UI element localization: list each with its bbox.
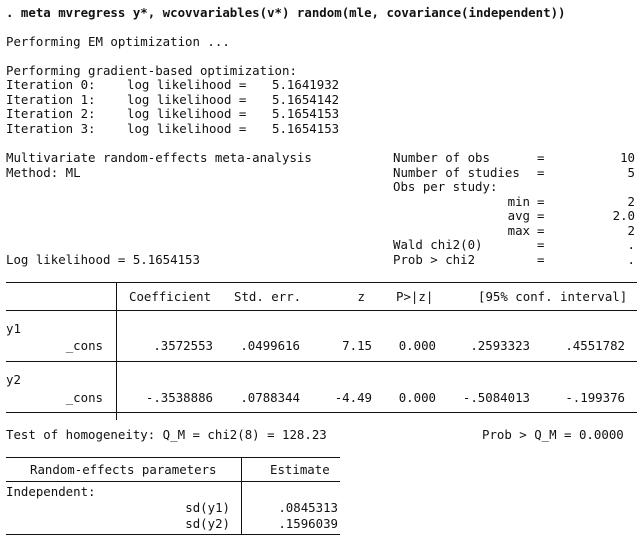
stat-label: Obs per study: [393, 179, 498, 194]
command-line: . meta mvregress y*, wcovvariables(v*) random(mle, covariance(independent)) [6, 5, 566, 20]
ci-upper-value: -.199376 [565, 390, 625, 405]
p-value: 0.000 [398, 390, 436, 405]
log-likelihood: Log likelihood = 5.1654153 [6, 252, 200, 267]
ci-upper-value: .4551782 [565, 338, 625, 353]
ci-lower-value: -.5084013 [462, 390, 530, 405]
iteration-value: 5.1641932 [272, 77, 340, 92]
re-param-label: sd(y1) [185, 500, 230, 515]
coefficient-value: -.3538886 [145, 390, 213, 405]
group-rule [6, 361, 637, 362]
iteration-label: Iteration 3: [6, 120, 96, 136]
re-param-label: sd(y2) [185, 516, 230, 531]
re-header-estimate: Estimate [270, 462, 330, 477]
stat-label: Wald chi2(0) [393, 237, 483, 252]
stat-value: . [627, 252, 635, 267]
column-header-z: z [357, 289, 365, 304]
iteration-text: log likelihood = [127, 77, 247, 92]
re-table-top-rule [6, 457, 340, 458]
z-value: 7.15 [342, 338, 372, 353]
stat-equals: = [537, 252, 545, 267]
table-bottom-rule [6, 412, 637, 413]
table-top-rule [6, 282, 637, 283]
re-param-value: .0845313 [278, 500, 338, 515]
std-err-value: .0499616 [240, 338, 300, 353]
estimation-method: Method: ML [6, 164, 81, 180]
stat-label: Number of obs [393, 150, 490, 165]
model-title: Multivariate random-effects meta-analysis [6, 150, 312, 165]
re-table-bottom-rule [6, 534, 340, 535]
table-column-divider [116, 282, 117, 420]
equation-name: y1 [6, 321, 21, 336]
stat-value: 2.0 [612, 208, 635, 223]
iteration-label: Iteration 1: [6, 91, 96, 107]
stat-label: min [507, 193, 530, 209]
z-value: -4.49 [334, 390, 372, 405]
iteration-label: Iteration 2: [6, 106, 96, 121]
re-header-label: Random-effects parameters [30, 462, 217, 477]
stat-equals: = [537, 222, 545, 238]
homogeneity-test: Test of homogeneity: Q_M = chi2(8) = 128.23 [6, 427, 327, 442]
equation-name: y2 [6, 372, 21, 387]
re-group-label: Independent: [6, 484, 96, 499]
stat-equals: = [537, 208, 545, 223]
header-rule [6, 310, 637, 311]
stat-equals: = [537, 237, 545, 252]
re-param-value: .1596039 [278, 516, 338, 531]
column-header-coefficient: Coefficient [129, 289, 212, 304]
p-value: 0.000 [398, 338, 436, 353]
iteration-label: Iteration 0: [6, 77, 96, 92]
iteration-text: log likelihood = [127, 106, 247, 121]
std-err-value: .0788344 [240, 390, 300, 405]
stat-equals: = [537, 164, 545, 180]
stat-value: 2 [627, 222, 635, 238]
stat-equals: = [537, 150, 545, 165]
gradient-optimization-line: Performing gradient-based optimization: [6, 63, 297, 78]
column-header-conf-interval: [95% conf. interval] [478, 289, 628, 304]
re-table-column-divider [241, 457, 242, 534]
homogeneity-prob: Prob > Q_M = 0.0000 [482, 427, 624, 442]
re-header-rule [6, 481, 340, 482]
iteration-value: 5.1654153 [272, 106, 340, 121]
coefficient-value: .3572553 [153, 338, 213, 353]
iteration-value: 5.1654142 [272, 91, 340, 107]
stat-value: . [627, 237, 635, 252]
stat-value: 10 [620, 150, 635, 165]
column-header-std-err: Std. err. [234, 289, 302, 304]
term-name: _cons [65, 338, 103, 353]
iteration-value: 5.1654153 [272, 120, 340, 136]
iteration-text: log likelihood = [127, 91, 247, 107]
term-name: _cons [65, 390, 103, 405]
em-optimization-line: Performing EM optimization ... [6, 34, 230, 49]
stat-label: Prob > chi2 [393, 252, 476, 267]
stat-value: 5 [627, 164, 635, 180]
ci-lower-value: .2593323 [470, 338, 530, 353]
stat-value: 2 [627, 193, 635, 209]
column-header-p-value: P>|z| [396, 289, 434, 304]
stat-equals: = [537, 193, 545, 209]
stat-label: avg [507, 208, 530, 223]
stat-label: max [507, 222, 530, 238]
stat-label: Number of studies [393, 164, 520, 180]
iteration-text: log likelihood = [127, 120, 247, 136]
